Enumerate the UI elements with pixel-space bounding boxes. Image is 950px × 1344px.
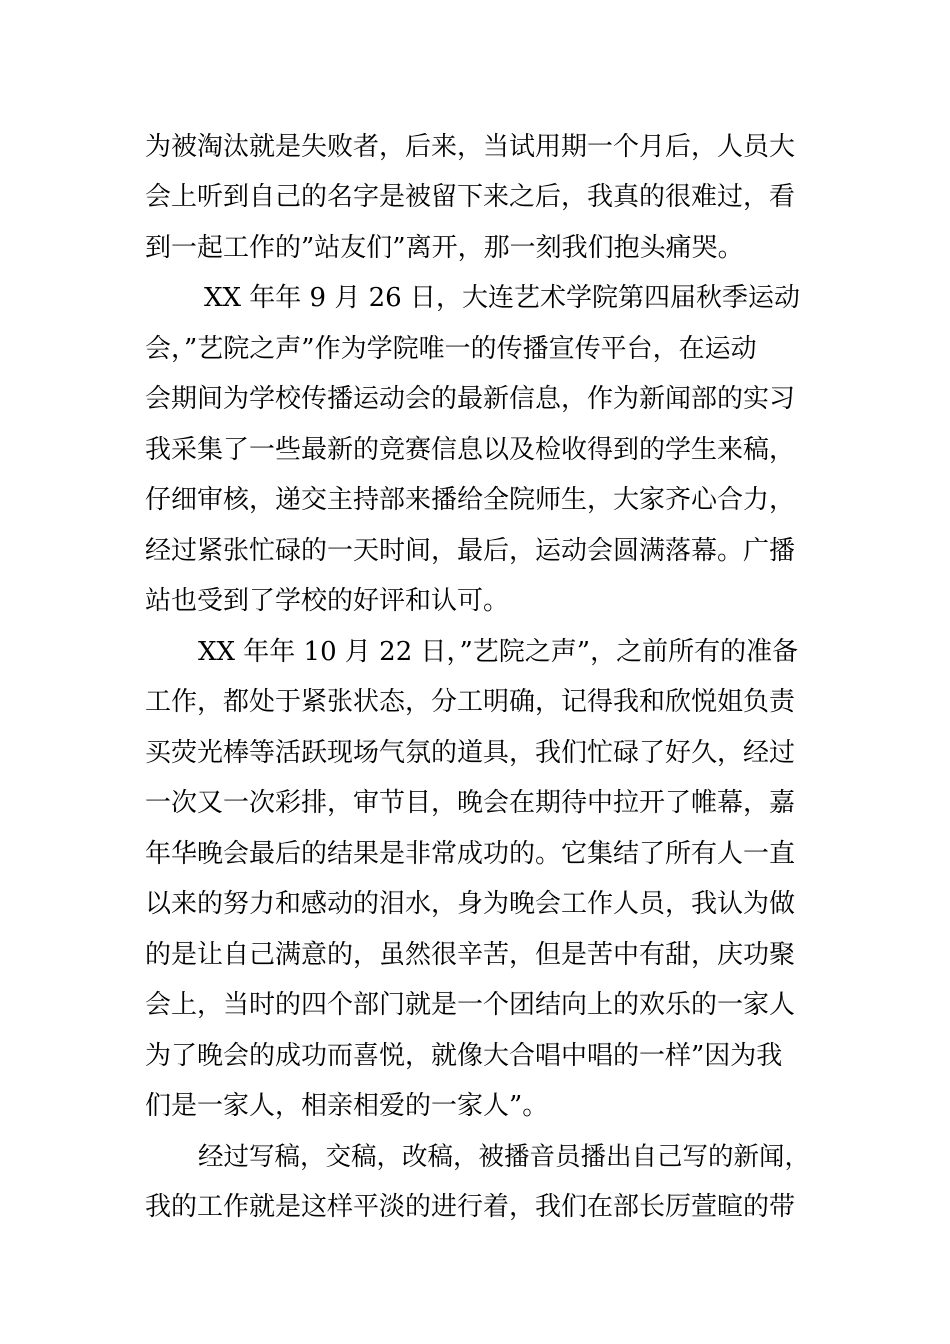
text-line: 工作，都处于紧张状态，分工明确，记得我和欣悦姐负责 — [145, 687, 796, 717]
text-line: 我的工作就是这样平淡的进行着，我们在部长厉萱暄的带 — [145, 1192, 796, 1222]
text-line: 以来的努力和感动的泪水，身为晚会工作人员，我认为做 — [145, 889, 796, 919]
text-line: XX 年年 10 月 22 日，”艺院之声”，之前所有的准备 — [198, 637, 799, 667]
text-line: 们是一家人，相亲相爱的一家人”。 — [145, 1091, 549, 1121]
text-line: 经过紧张忙碌的一天时间，最后，运动会圆满落幕。广播 — [145, 536, 796, 566]
text-line: 我采集了一些最新的竞赛信息以及检收得到的学生来稿， — [145, 435, 796, 465]
text-line: 一次又一次彩排，审节目，晚会在期待中拉开了帷幕，嘉 — [145, 788, 796, 818]
text-line: 的是让自己满意的，虽然很辛苦，但是苦中有甜，庆功聚 — [145, 940, 796, 970]
text-line: 仔细审核，递交主持部来播给全院师生，大家齐心合力， — [145, 485, 796, 515]
text-line: 会上听到自己的名字是被留下来之后，我真的很难过，看 — [145, 182, 796, 212]
text-line: 年华晚会最后的结果是非常成功的。它集结了所有人一直 — [145, 839, 796, 869]
text-line: 为了晚会的成功而喜悦，就像大合唱中唱的一样”因为我 — [145, 1041, 783, 1071]
text-line: 会期间为学校传播运动会的最新信息，作为新闻部的实习 — [145, 384, 796, 414]
text-line: 买荧光棒等活跃现场气氛的道具，我们忙碌了好久，经过 — [145, 738, 796, 768]
text-line: 站也受到了学校的好评和认可。 — [145, 586, 510, 616]
text-line: 会，”艺院之声”作为学院唯一的传播宣传平台，在运动 — [145, 334, 757, 364]
text-line: 为被淘汰就是失败者，后来，当试用期一个月后，人员大 — [145, 132, 796, 162]
text-line: 到一起工作的”站友们”离开，那一刻我们抱头痛哭。 — [145, 233, 744, 263]
text-line: XX 年年 9 月 26 日，大连艺术学院第四届秋季运动 — [204, 283, 800, 313]
text-line: 经过写稿，交稿，改稿，被播音员播出自己写的新闻， — [198, 1142, 811, 1172]
text-line: 会上，当时的四个部门就是一个团结向上的欢乐的一家人 — [145, 990, 796, 1020]
